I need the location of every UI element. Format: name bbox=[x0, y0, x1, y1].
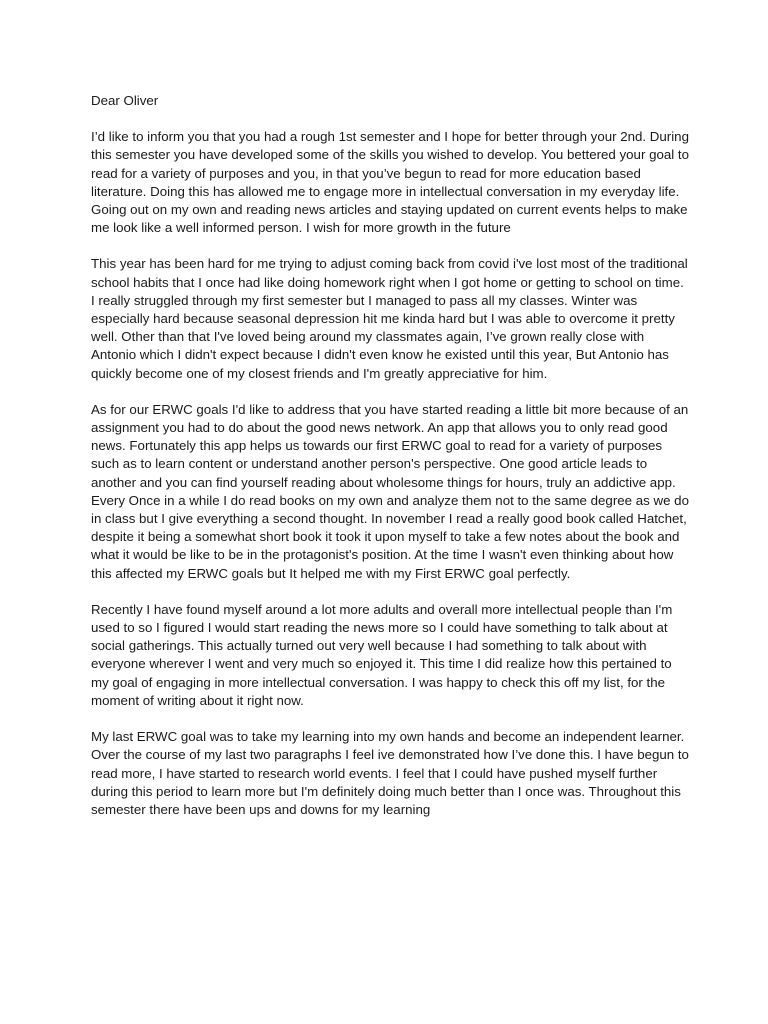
paragraph-4: Recently I have found myself around a lot more adults and overall more intellectual people than I'm used to so I figured I would start reading the news more so I could have something to talk about at social gatherings. This actually turned out very well because I had something to talk about with everyone wherever I went and very much so enjoyed it. This time I did realize how this pertained to my goal of engaging in more intellectual conversation. I was happy to check this off my list, for the moment of writing about it right now. bbox=[91, 601, 673, 708]
paragraph-3: As for our ERWC goals I'd like to address that you have started reading a little bit more because of an assignment you had to do about the good news network. An app that allows you to only read good news. Fortunately this app helps us towards our first ERWC goal to read for a variety of purposes such as to learn content or understand another person's perspective. One good article leads to another and you can find yourself reading about wholesome things for hours, truly an addictive app. Every Once in a while I do read books on my own and analyze them not to the same degree as we do in class but I give everything a second thought. In november I read a really good book called Hatchet, despite it being a somewhat short book it took it upon myself to take a few notes about the book and what it would be like to be in the protagonist's position. At the time I wasn't even thinking about how this affected my ERWC goals but It helped me with my First ERWC goal perfectly. bbox=[91, 401, 689, 581]
paragraph-1: I’d like to inform you that you had a rough 1st semester and I hope for better through your 2nd. During this semester you have developed some of the skills you wished to develop. You bettered your goal to read for a variety of purposes and you, in that you’ve begun to read for more education based literature. Doing this has allowed me to engage more in intellectual conversation in my everyday life. Going out on my own and reading news articles and staying updated on current events helps to make me look like a well informed person. I wish for more growth in the future bbox=[91, 129, 689, 236]
paragraph-2: This year has been hard for me trying to adjust coming back from covid i've lost most of the traditional school habits that I once had like doing homework right when I got home or getting to school on time. I really struggled through my first semester but I managed to pass all my classes. Winter was especially hard because seasonal depression hit me kinda hard but I was able to overcome it pretty well. Other than that I've loved being around my classmates again, I’ve grown really close with Antonio which I didn't expect because I didn't even know he existed until this year, But Antonio has quickly become one of my closest friends and I'm greatly appreciative for him. bbox=[91, 256, 688, 381]
paragraph-5: My last ERWC goal was to take my learning into my own hands and become an independent learner. Over the course of my last two paragraphs I feel ive demonstrated how I’ve done this. I have begun to read more, I have started to research world events. I feel that I could have pushed myself further during this period to learn more but I'm definitely doing much better than I once was. Throughout this semester there have been ups and downs for my learning bbox=[91, 729, 689, 817]
letter-body bbox=[91, 92, 691, 837]
salutation: Dear Oliver bbox=[91, 93, 159, 108]
